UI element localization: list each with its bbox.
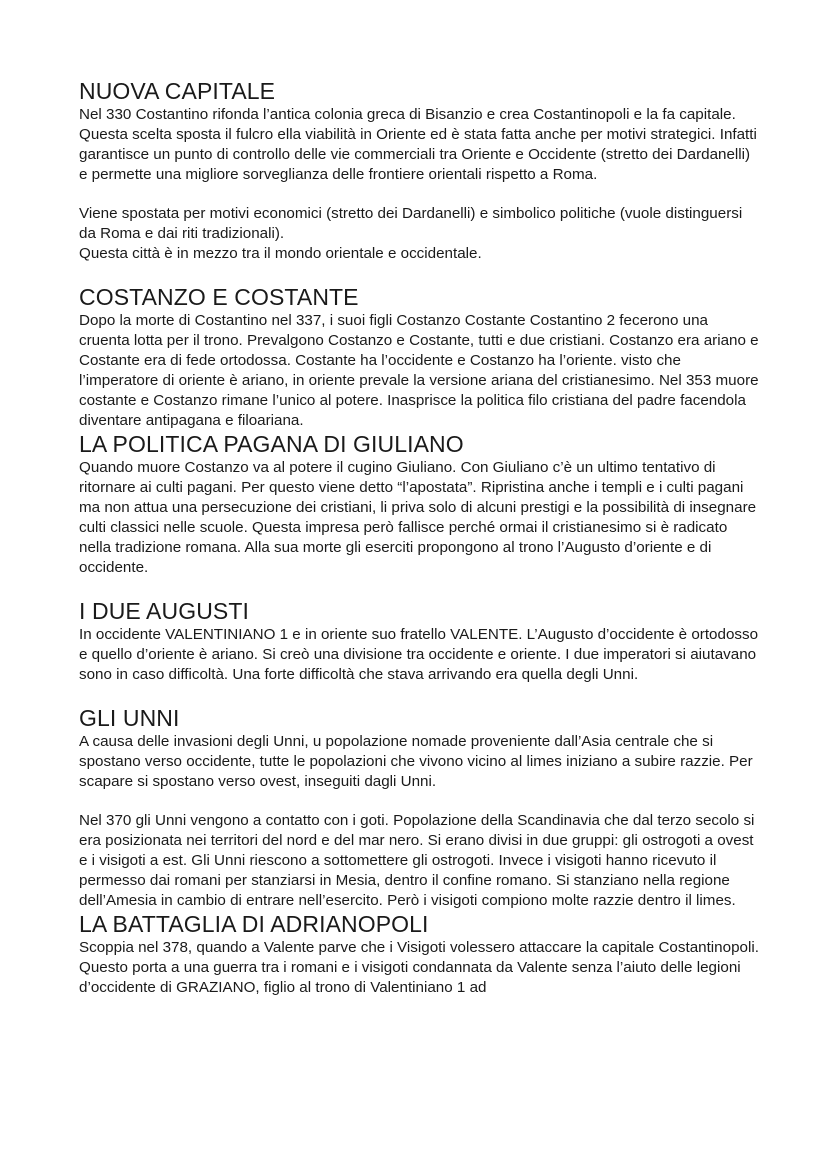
paragraph: A causa delle invasioni degli Unni, u popolazione nomade proveniente dall’Asia centrale che si spostano verso occidente, tutte le popolazioni che vivono vicino al limes iniziano a subire razzie. Per scapare si spostano verso ovest, inseguiti dagli Unni.	[79, 733, 753, 790]
paragraph: Nel 330 Costantino rifonda l’antica colonia greca di Bisanzio e crea Costantinopoli e la fa capitale. Questa scelta sposta il fulcro ella viabilità in Oriente ed è stata fatta anche per motivi strategici. Infatti garantisce un punto di controllo delle vie commerciali tra Oriente e Occidente (stretto dei Dardanelli) e permette una migliore sorveglianza delle frontiere orientali rispetto a Roma.	[79, 106, 757, 183]
section-title: LA POLITICA PAGANA DI GIULIANO	[79, 431, 464, 457]
section-costanzo-e-costante	[79, 284, 759, 431]
section-politica-pagana-giuliano	[79, 431, 759, 578]
section-title: I DUE AUGUSTI	[79, 598, 249, 624]
paragraph: Scoppia nel 378, quando a Valente parve che i Visigoti volessero attaccare la capitale Costantinopoli. Questo porta a una guerra tra i romani e i visigoti condannata da Valente senza l’aiuto delle legioni d’occidente di GRAZIANO, figlio al trono di Valentiniano 1 ad	[79, 939, 759, 996]
paragraph: Nel 370 gli Unni vengono a contatto con i goti. Popolazione della Scandinavia che dal terzo secolo si era posizionata nei territori del nord e del mar nero. Si erano divisi in due gruppi: gli ostrogoti a ovest e i visigoti a est. Gli Unni riescono a sottomettere gli ostrogoti. Invece i visigoti hanno ricevuto il permesso dai romani per stanziarsi in Mesia, dentro il confine romano. Si stanziano nella regione dell’Amesia in cambio di entrare nell’esercito. Però i visigoti compiono molte razzie dentro il limes.	[79, 812, 755, 909]
section-title: NUOVA CAPITALE	[79, 78, 276, 104]
section-nuova-capitale	[79, 78, 759, 264]
paragraph: In occidente VALENTINIANO 1 e in oriente suo fratello VALENTE. L’Augusto d’occidente è ortodosso e quello d’oriente è ariano. Si creò una divisione tra occidente e oriente. I due imperatori si aiutavano sono in caso difficoltà. Una forte difficoltà che stava arrivando era quella degli Unni.	[79, 626, 759, 683]
document-page	[79, 78, 759, 998]
paragraph: Quando muore Costanzo va al potere il cugino Giuliano. Con Giuliano c’è un ultimo tentativo di ritornare ai culti pagani. Per questo viene detto “l’apostata”. Ripristina anche i templi e i culti pagani ma non attua una persecuzione dei cristiani, li priva solo di alcuni prestigi e la possibilità di insegnare culti classici nelle scuole. Questa impresa però fallisce perché ormai il cristianesimo si è radicato nella tradizione romana. Alla sua morte gli eserciti propongono al trono l’Augusto d’oriente e di occidente.	[79, 459, 757, 576]
section-title: COSTANZO E COSTANTE	[79, 284, 359, 310]
paragraph: Dopo la morte di Costantino nel 337, i suoi figli Costanzo Costante Costantino 2 fecerono una cruenta lotta per il trono. Prevalgono Costanzo e Costante, tutti e due cristiani. Costanzo era ariano e Costante era di fede ortodossa. Costante ha l’occidente e Costanzo ha l’oriente. visto che l’imperatore di oriente è ariano, in oriente prevale la versione ariana del cristianesimo. Nel 353 muore costante e Costanzo rimane l’unico al potere. Inasprisce la politica filo cristiana del padre facendola diventare antipagana e filoariana.	[79, 312, 759, 429]
section-gli-unni	[79, 705, 759, 911]
paragraph: Viene spostata per motivi economici (stretto dei Dardanelli) e simbolico politiche (vuole distinguersi da Roma e dai riti tradizionali).	[79, 205, 743, 242]
section-due-augusti	[79, 598, 759, 685]
section-title: LA BATTAGLIA DI ADRIANOPOLI	[79, 911, 429, 937]
paragraph: Questa città è in mezzo tra il mondo orientale e occidentale.	[79, 245, 482, 262]
section-battaglia-adrianopoli	[79, 911, 759, 998]
section-title: GLI UNNI	[79, 705, 180, 731]
